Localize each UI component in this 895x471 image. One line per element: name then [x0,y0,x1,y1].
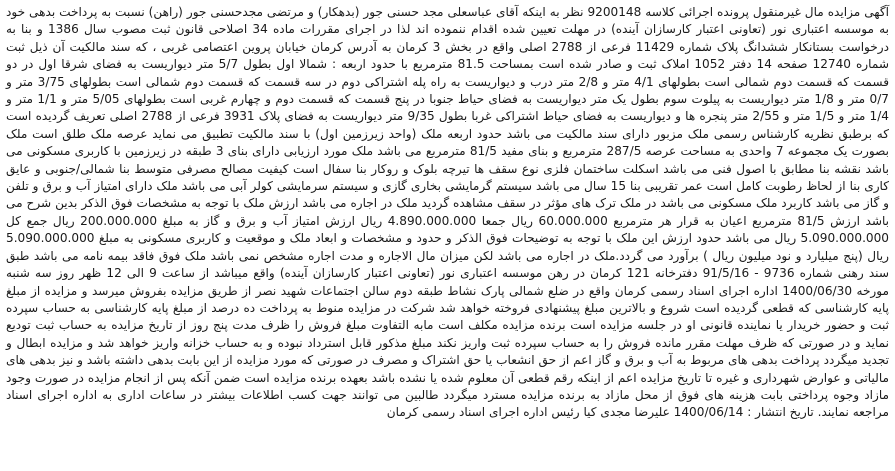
auction-notice-text: آگهی مزایده مال غیرمنقول پرونده اجرائی کلاسه 9200148 نظر به اینکه آقای عباسعلی مجد حسنی جور (بدهکار) و مرتضی مجدحسنی جور (راهن) نسبت به پرداخت بدهی خود به موسسه اعتباری نور (تعاونی اعتبار کارسازان آینده) در مهلت تعیین شده اقدام ننموده اند لذا در اجرای مقررات ماده 34 اصلاحی قانون ثبت مصوب سال 1386 و بنا به درخواست بستانکار ششدانگ پلاک شماره 11429 فرعی از 2788 اصلی واقع در بخش 3 کرمان به آدرس کرمان خیابان پروین اعتصامی غربی ، که سند مالکیت آن ذیل ثبت شماره 12740 صفحه 14 دفتر 1052 املاک ثبت و صادر شده است بمساحت 81.5 مترمربع با حدود اربعه : شمالا اول بطول 5/7 متر دیواریست به فضای شرقا اول در دو قسمت که قسمت دوم شمالی است بطولهای 4/1 متر و 2/8 متر درب و دیواریست به راه پله اشتراکی دوم در سه قسمت که قسمت دوم شمالی است بطولهای 3/75 متر و 0/7 متر و 1/8 متر دیواریست به پیلوت سوم بطول یک متر دیواریست به فضای حیاط جنوبا در پنج قسمت که قسمت دوم و چهارم غربی است بطولهای 5/05 متر و 1/1 متر و 1/4 متر و 1/5 متر و 2/55 متر پنجره ها و دیواریست به فضای حیاط اشتراکی غربا بطول 9/35 متر دیواریست به فضای پلاک 3931 فرعی از 2788 اصلی تعریف گردیده است که برطبق نظریه کارشناس رسمی ملک مزبور دارای سند مالکیت می باشد حدود اربعه ملک (واحد زیرزمین اول) با سند مالکیت تطبیق می نماید عرصه ملک طلق است ملک بصورت یک مجموعه 7 واحدی به مساحت عرصه 287/5 مترمربع و بنای مفید 81/5 مترمربع می باشد ملک مورد ارزیابی دارای بنای 3 طبقه در زیرزمین با کاربری مسکونی می باشد نقشه بنا مطابق با اصول فنی می باشد اسکلت ساختمان فلزی نوع سقف ها تیرچه بلوک و روکار بنا سفال است کیفیت مصالح مصرفی متوسط بنا شمالی/جنوبی و عایق کاری بنا از لحاظ رطوبت کامل است عمر تقریبی بنا 15 سال می باشد سیستم گرمایشی بخاری گازی و سیستم سرمایشی کولر آبی می باشد ملک دارای امتیاز آب و برق و تلفن و گاز می باشد کاربرد ملک مسکونی می باشد در ملک ترک های مؤثر در سقف مشاهده گردید ملک در اجاره می باشد ارزش ملک با توجه به مشخصات فوق الذکر بدین شرح می باشد ارزش 81/5 مترمربع اعیان به قرار هر مترمربع 60.000.000 ریال جمعا 4.890.000.000 ریال ارزش امتیاز آب و برق و گاز به مبلغ 200.000.000 ریال جمع کل 5.090.000.000 ریال می باشد حدود ارزش این ملک با توجه به توضیحات فوق الذکر و حدود و مشخصات و ابعاد ملک و موقعیت و کاربری مسکونی به مبلغ 5.090.000.000 ریال (پنج میلیارد و نود میلیون ریال ) برآورد می گردد.ملک در اجاره می باشد لکن میزان مال الاجاره و مدت اجاره مشخص نمی باشد ملک فوق فاقد بیمه نامه می باشد طبق سند رهنی شماره 9736 - 91/5/16 دفترخانه 121 کرمان در رهن موسسه اعتباری نور (تعاونی اعتبار کارسازان آینده) واقع میباشد از ساعت 9 الی 12 ظهر روز سه شنبه مورخه 1400/06/30 اداره اجرای اسناد رسمی کرمان واقع در ضلع شمالی پارک نشاط طبقه دوم سالن اجتماعات شهید نصر از طریق مزایده بفروش میرسد و مزایده از مبلغ پایه کارشناسی که قطعی گردیده است شروع و بالاترین مبلغ پیشنهادی فروخته خواهد شد شرکت در مزایده منوط به پرداخت ده درصد از مبلغ پایه کارشناسی به حساب سپرده ثبت و حضور خریدار یا نماینده قانونی او در جلسه مزایده است برنده مزایده مکلف است مابه التفاوت مبلغ فروش را ظرف مدت پنج روز از تاریخ مزایده به حساب ثبت تودیع نماید و در صورتی که ظرف مهلت مقرر مانده فروش را به حساب سپرده ثبت واریز نکند مبلغ مذکور قابل استرداد نبوده و به حساب خزانه واریز خواهد شد و مزایده ابطال و تجدید میگردد پرداخت بدهی های مربوط به آب و برق و گاز اعم از حق انشعاب یا حق اشتراک و مصرف در صورتی که مورد مزایده از این بابت بدهی داشته باشد و نیز بدهی های مالیاتی و عوارض شهرداری و غیره تا تاریخ مزایده اعم از اینکه رقم قطعی آن معلوم شده یا نشده باشد بعهده برنده مزایده است ضمن آنکه پس از انجام مزایده در صورت وجود مازاد وجوه پرداختی بابت هزینه های فوق از محل مازاد به برنده مزایده مسترد میگردد طالبین می توانند جهت کسب اطلاعات بیشتر در ساعات اداری به اداره اجرای اسناد مراجعه نمایند. تاریخ انتشار : 1400/06/14 علیرضا مجدی کیا رئیس اداره اجرای اسناد رسمی کرمان [6,5,890,420]
